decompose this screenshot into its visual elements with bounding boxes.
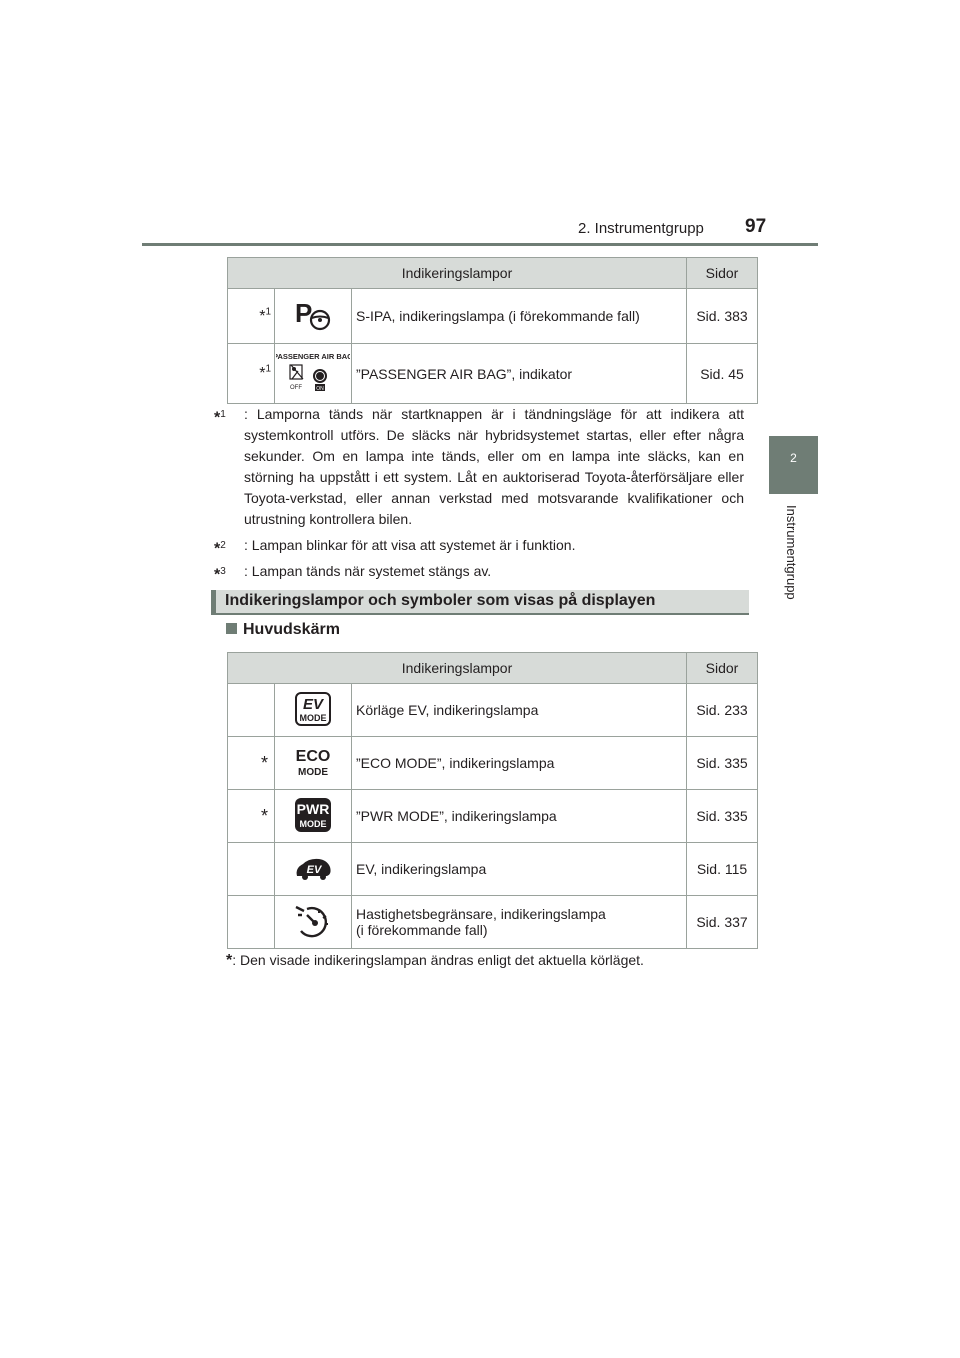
footnote-marker: *$^1$	[228, 344, 275, 404]
table-row	[228, 289, 758, 344]
table-row	[228, 896, 758, 949]
indicator-description: Hastighetsbegränsare, indikeringslampa (i förekommande fall)	[352, 896, 687, 949]
subheading	[226, 621, 340, 639]
table-header-row	[228, 258, 758, 289]
header-indicators: Indikeringslampor	[228, 258, 687, 289]
table-row	[228, 790, 758, 843]
footnote-marker	[228, 684, 275, 737]
indicator-description: ”PASSENGER AIR BAG”, indikator	[352, 344, 687, 404]
svg-text:ECO: ECO	[295, 747, 331, 765]
table-row	[228, 344, 758, 404]
svg-text:MODE: MODE	[299, 818, 327, 829]
svg-text:OFF: OFF	[290, 385, 302, 391]
page-reference[interactable]: Sid. 337	[687, 896, 758, 949]
footnote-marker	[228, 843, 275, 896]
footnote-3	[214, 561, 744, 582]
header-section-title: 2. Instrumentgrupp	[578, 220, 704, 237]
svg-text:MODE: MODE	[298, 766, 328, 778]
page-reference[interactable]: Sid. 45	[687, 344, 758, 404]
section-title: Indikeringslampor och symboler som visas på displayen	[225, 592, 656, 609]
svg-text:MODE: MODE	[299, 712, 327, 723]
page-reference[interactable]: Sid. 335	[687, 737, 758, 790]
footnote-marker: *$^1$	[228, 289, 275, 344]
section-heading	[211, 590, 749, 615]
page-reference[interactable]: Sid. 233	[687, 684, 758, 737]
indicator-description: S-IPA, indikeringslampa (i förekommande fall)	[352, 289, 687, 344]
eco-mode-icon	[275, 737, 352, 790]
indicator-description: ”ECO MODE”, indikeringslampa	[352, 737, 687, 790]
footnote-marker	[228, 896, 275, 949]
table-row	[228, 737, 758, 790]
header-rule	[142, 243, 818, 246]
chapter-tab[interactable]: 2	[769, 436, 818, 494]
footnote-2	[214, 535, 744, 556]
section-accent	[211, 590, 216, 613]
footnote-text: : Lampan blinkar för att visa att systemet är i funktion.	[244, 537, 576, 553]
footnote-text: : Lampan tänds när systemet stängs av.	[244, 563, 492, 579]
footnote-marker: *$^1$	[214, 409, 226, 427]
ev-car-icon	[275, 843, 352, 896]
header-pages: Sidor	[687, 258, 758, 289]
indicator-table-2	[227, 652, 758, 949]
svg-text:ON: ON	[316, 386, 324, 392]
page-reference[interactable]: Sid. 115	[687, 843, 758, 896]
header-pages: Sidor	[687, 653, 758, 684]
indicator-description: Körläge EV, indikeringslampa	[352, 684, 687, 737]
footnote-marker: *$^2$	[214, 540, 226, 558]
square-bullet-icon	[226, 623, 237, 634]
footnote-text: : Lamporna tänds när startknappen är i tändningsläge för att indikera att systemkontroll utförs. De släcks när hybridsystemet startas, eller efter några sekunder. Om en lampa inte tänds, eller om en lampa inte släcks, kan en störning ha uppstått i ett system. Låt en auktoriserad Toyota-återförsäljare eller Toyota-verkstad, eller annan verkstad med motsvarande kvalifikationer och utrustning kontrollera bilen.	[244, 406, 744, 527]
indicator-table-1	[227, 257, 758, 404]
header-indicators: Indikeringslampor	[228, 653, 687, 684]
svg-text:PASSENGER AIR BAG: PASSENGER AIR BAG	[276, 352, 350, 361]
table-row	[228, 684, 758, 737]
footnote-1	[214, 404, 744, 530]
footnote-marker: *	[228, 737, 275, 790]
indicator-description: EV, indikeringslampa	[352, 843, 687, 896]
footnote-marker: *	[228, 790, 275, 843]
footnotes	[214, 404, 744, 587]
subheading-text: Huvudskärm	[243, 621, 340, 638]
footnote-marker: *	[226, 952, 233, 969]
footnote-text: : Den visade indikeringslampan ändras enligt det aktuella körläget.	[232, 952, 644, 968]
speed-limiter-icon	[275, 896, 352, 949]
svg-text:EV: EV	[306, 863, 322, 876]
svg-text:EV: EV	[302, 695, 324, 713]
chapter-label: Instrumentgrupp	[784, 505, 799, 600]
footnote-marker: *$^3$	[214, 566, 226, 584]
indicator-description: ”PWR MODE”, indikeringslampa	[352, 790, 687, 843]
table-row	[228, 843, 758, 896]
page-reference[interactable]: Sid. 383	[687, 289, 758, 344]
ev-mode-icon	[275, 684, 352, 737]
s-ipa-icon	[275, 289, 352, 344]
pwr-mode-icon	[275, 790, 352, 843]
page-reference[interactable]: Sid. 335	[687, 790, 758, 843]
svg-text:P: P	[295, 297, 313, 328]
page-number: 97	[745, 216, 767, 237]
table-footnote	[226, 952, 644, 970]
table-header-row	[228, 653, 758, 684]
passenger-airbag-icon	[275, 344, 352, 404]
svg-text:PWR: PWR	[296, 800, 330, 817]
